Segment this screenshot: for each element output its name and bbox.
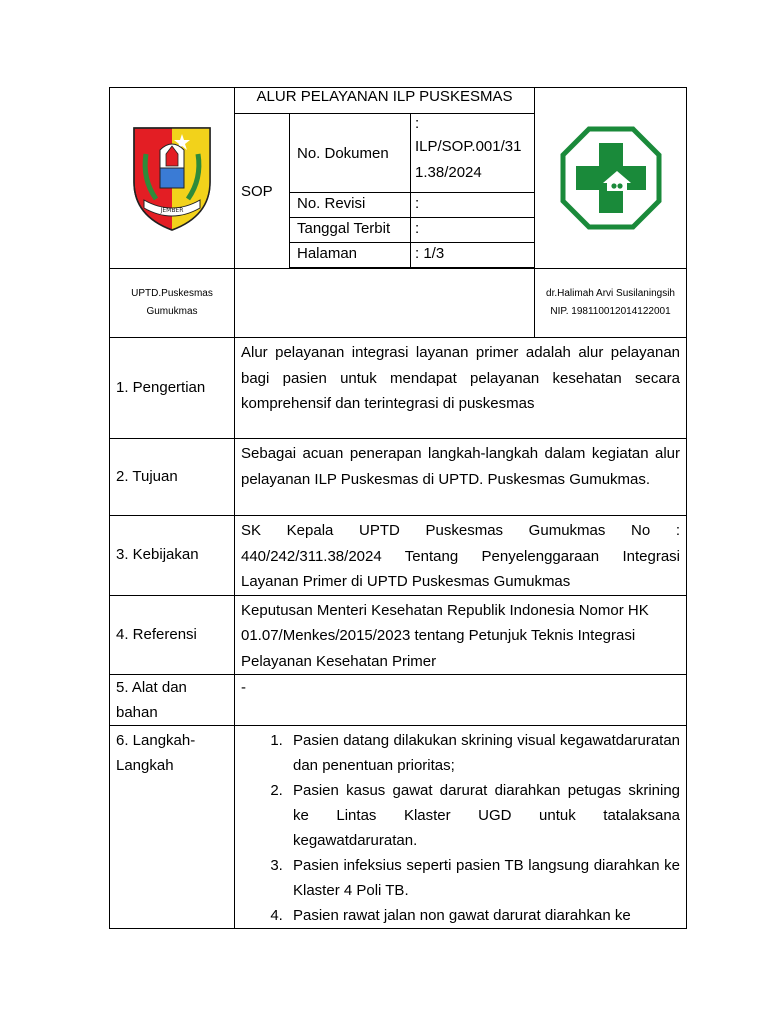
langkah-label-line-1: 6. Langkah- xyxy=(116,732,196,749)
field-value-tanggal-terbit: : xyxy=(411,218,535,243)
step-item: 3. Pasien infeksius seperti pasien TB langsung diarahkan ke Klaster 4 Poli TB. xyxy=(287,853,680,903)
step-item: 2. Pasien kasus gawat darurat diarahkan petugas skrining ke Lintas Klaster UGD untuk tatalaksana kegawatdaruratan. xyxy=(287,778,680,853)
organization-line-2: Gumukmas xyxy=(146,306,198,317)
section-label-langkah xyxy=(110,726,235,929)
puskesmas-logo-icon xyxy=(559,125,663,231)
section-label-pengertian: 1. Pengertian xyxy=(110,338,235,439)
section-label-alat-bahan xyxy=(110,675,235,726)
document-title: ALUR PELAYANAN ILP PUSKESMAS xyxy=(235,88,535,114)
organization-line-1: UPTD.Puskesmas xyxy=(131,288,213,299)
step-item: 1. Pasien datang dilakukan skrining visual kegawatdaruratan dan penentuan prioritas; xyxy=(287,728,680,778)
section-steps-langkah xyxy=(235,726,687,929)
field-value-no-dokumen xyxy=(411,114,535,193)
left-logo-cell xyxy=(110,88,235,269)
signer-cell xyxy=(535,269,687,338)
crest-banner-text: JEMBER xyxy=(160,207,184,214)
signer-name: dr.Halimah Arvi Susilaningsih xyxy=(546,288,675,299)
alat-bahan-label-line-2: bahan xyxy=(116,704,158,721)
section-text-kebijakan: SK Kepala UPTD Puskesmas Gumukmas No : 440/242/311.38/2024 Tentang Penyelenggaraan Integrasi Layanan Primer di UPTD Puskesmas Gumukmas xyxy=(235,516,687,596)
section-label-tujuan: 2. Tujuan xyxy=(110,439,235,516)
organization-cell xyxy=(110,269,235,338)
kabupaten-jember-crest-icon xyxy=(130,124,214,232)
field-label-tanggal-terbit: Tanggal Terbit xyxy=(290,218,411,243)
field-value-halaman: : 1/3 xyxy=(411,243,535,268)
field-label-halaman: Halaman xyxy=(290,243,411,268)
signature-blank-cell xyxy=(235,269,535,338)
sop-label: SOP xyxy=(235,114,290,269)
no-dokumen-line-2: 1.38/2024 xyxy=(415,164,482,181)
signer-nip: NIP. 198110012014122001 xyxy=(550,306,671,317)
section-text-referensi: Keputusan Menteri Kesehatan Republik Indonesia Nomor HK 01.07/Menkes/2015/2023 tentang Petunjuk Teknis Integrasi Pelayanan Kesehatan Primer xyxy=(235,595,687,675)
steps-list xyxy=(241,728,680,928)
no-dokumen-colon: : xyxy=(415,115,420,132)
field-value-no-revisi: : xyxy=(411,193,535,218)
no-dokumen-line-1: ILP/SOP.001/31 xyxy=(415,138,522,155)
step-item: 4. Pasien rawat jalan non gawat darurat diarahkan ke xyxy=(287,903,680,928)
alat-bahan-label-line-1: 5. Alat dan xyxy=(116,679,187,696)
section-label-kebijakan: 3. Kebijakan xyxy=(110,516,235,596)
section-text-alat-bahan: - xyxy=(235,675,687,726)
section-label-referensi: 4. Referensi xyxy=(110,595,235,675)
section-text-pengertian: Alur pelayanan integrasi layanan primer adalah alur pelayanan bagi pasien untuk mendapat pelayanan kesehatan secara komprehensif dan terintegrasi di puskesmas xyxy=(235,338,687,439)
section-text-tujuan: Sebagai acuan penerapan langkah-langkah dalam kegiatan alur pelayanan ILP Puskesmas di UPTD. Puskesmas Gumukmas. xyxy=(235,439,687,516)
sop-table xyxy=(109,87,687,929)
langkah-label-line-2: Langkah xyxy=(116,757,174,774)
field-label-no-dokumen: No. Dokumen xyxy=(290,114,411,193)
right-logo-cell xyxy=(535,88,687,269)
field-label-no-revisi: No. Revisi xyxy=(290,193,411,218)
